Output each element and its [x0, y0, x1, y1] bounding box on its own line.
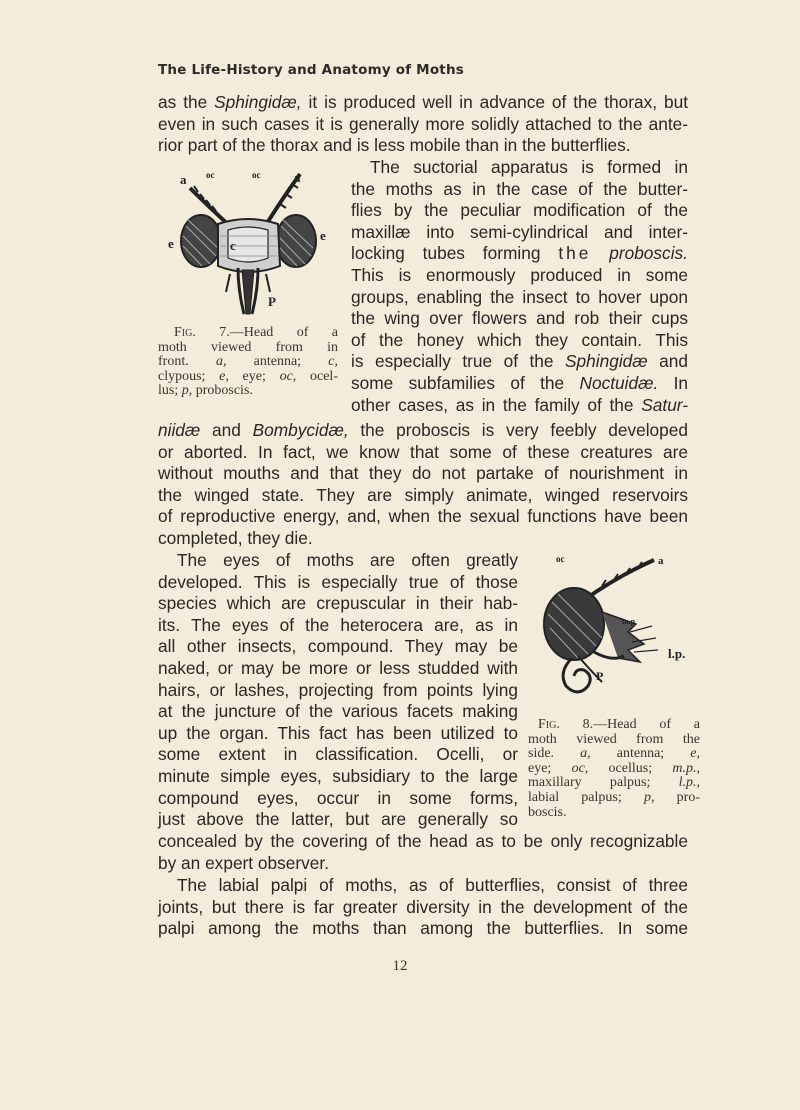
paragraph-proboscis: The suctorial apparatus is formed in the moths as in the case of the butter- flies by the peculiar modification of the maxillæ into semi-cylindrical and inter- locking tubes forming the proboscis. This is enormously produced in some groups, enabling the insect to hover upon the wing over flowers and rob their cups of the honey which they contain. This is especially true of the Sphingidæ and some subfamilies of the Noctuidæ. In other cases, as in the family of the Satur-: [351, 157, 688, 415]
fig8-label-lp: l.p.: [668, 646, 686, 661]
text-line: as the Sphingidæ, it is produced well in advance of the thorax, but: [158, 92, 688, 112]
figure-8-caption: Fig. 8.—Head of a moth viewed from the side. a, antenna; e, eye; oc, ocellus; m.p., maxillary palpus; l.p., labial palpus; p, pro- boscis.: [528, 717, 701, 820]
figure-7-caption: Fig. 7.—Head of a moth viewed from in front. a, antenna; c, clypous; e, eye; oc, ocel- lus; p, proboscis.: [158, 325, 339, 399]
paragraph-continuation: [158, 92, 688, 157]
figure-7-moth-head-front: [168, 166, 334, 318]
fig7-label-a: a: [180, 172, 187, 187]
paragraph-eyes-continued: concealed by the covering of the head as to be only recognizable by an expert observer.: [158, 831, 688, 873]
page-number: 12: [392, 958, 408, 974]
fig7-label-oc-right: oc: [252, 170, 261, 180]
figure-8-moth-head-side: [532, 552, 692, 702]
fig8-label-a: a: [658, 555, 664, 567]
fig7-label-oc-left: oc: [206, 170, 215, 180]
fig7-label-e-left: e: [168, 236, 174, 251]
paragraph-proboscis-continued: niidæ and Bombycidæ, the proboscis is very feebly developed or aborted. In fact, we know that some of these creatures are without mouths and that they do not partake of nourishment in the winged state. They are simply animate, winged reservoirs of reproductive energy, and, when the sexual functions have been completed, they die.: [158, 420, 688, 548]
fig8-label-oc: oc: [556, 554, 565, 564]
paragraph-labial-palpi: The labial palpi of moths, as of butterflies, consist of three joints, but there is far greater diversity in the development of the palpi among the moths than among the butterflies. In some: [158, 875, 688, 939]
fig8-label-p: P: [596, 669, 604, 683]
fig7-label-p: P: [268, 294, 276, 309]
fig7-label-c: c: [230, 238, 236, 253]
text-line: rior part of the thorax and is less mobile than in the butterflies.: [158, 135, 631, 156]
running-head: The Life-History and Anatomy of Moths: [158, 62, 464, 78]
text-line: even in such cases it is generally more solidly attached to the ante-: [158, 113, 688, 134]
paragraph-eyes: The eyes of moths are often greatly developed. This is especially true of those species which are crepuscular in their hab- its. The eyes of the heterocera are, as in all other insects, compound. They may be naked, or may be more or less studded with hairs, or lashes, projecting from points lying at the juncture of the various facets making up the organ. This fact has been utilized to some extent in classification. Ocelli, or minute simple eyes, subsidiary to the large compound eyes, occur in some forms, just above the latter, but are generally so: [158, 550, 518, 830]
fig8-label-mp: m.p: [622, 617, 636, 626]
fig7-label-a-right: a: [294, 170, 301, 185]
fig7-label-e-right: e: [320, 228, 326, 243]
